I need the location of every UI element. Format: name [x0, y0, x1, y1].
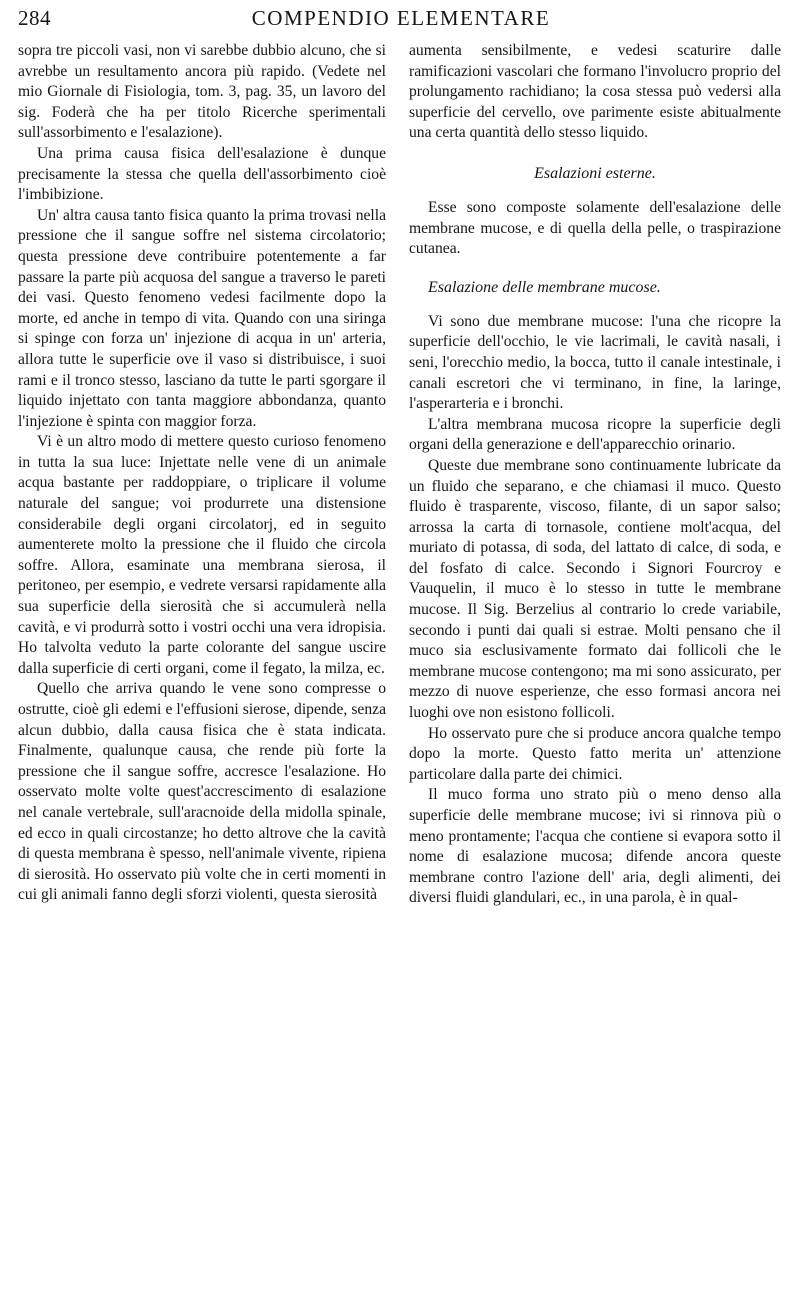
paragraph: Queste due membrane sono continuamente lubricate da un fluido che separano, e che chiamasi il muco. Questo fluido è trasparente, viscoso, filante, di un sapor salso; arrossa la carta di tornasole, contiene molt'acqua, del muriato di potassa, di soda, del lattato di calce, di soda, e del fosfato di calce. Secondo i Signori Fourcroy e Vauquelin, il muco è lo stesso in tutte le membrane mucose. Il Sig. Berzelius al contrario lo crede variabile, secondo i punti dai quali si estrae. Molti pensano che il muco sia esclusivamente formato dai follicoli che le membrane mucose contengono; ma mi sono assicurato, per mezzo di nuove esperienze, che esso formasi ancora nei luoghi ove non esistono follicoli. — [409, 456, 781, 722]
paragraph: Il muco forma uno strato più o meno denso alla superficie delle membrane mucose; ivi si rinnova più o meno prontamente; l'acqua che contiene si evapora sotto il nome di esalazione mucosa; difende ancora queste membrane contro l'azione dell' aria, degli alimenti, dei diversi fluidi glandulari, ec., in una parola, è in qual- — [409, 786, 781, 907]
paragraph: Quello che arriva quando le vene sono compresse o ostrutte, cioè gli edemi e l'effusioni sierose, dipende, senza alcun dubbio, dalla causa fisica che è stata indicata. Finalmente, qualunque causa, che rende più forte la pressione che il sangue soffre, accresce l'esalazione. Ho osservato molte volte quest'accrescimento di esalazione nel canale vertebrale, sull'aracnoide della midolla spinale, ed ecco in quali circostanze; ho detto altrove che la cavità di questa membrana è spesso, nell'animale vivente, ripiena di sierosità. Ho osservato più volte che in certi momenti in cui gli animali fanno degli sforzi violenti, questa sierosità — [18, 680, 386, 904]
paragraph: Esse sono composte solamente dell'esalazione delle membrane mucose, e di quella della pelle, o traspirazione cutanea. — [409, 198, 781, 258]
paragraph: Ho osservato pure che si produce ancora qualche tempo dopo la morte. Questo fatto merita un' attenzione particolare dalla parte dei chimici. — [409, 724, 781, 783]
running-title: COMPENDIO ELEMENTARE — [251, 6, 551, 30]
page-header — [18, 6, 784, 36]
paragraph: Una prima causa fisica dell'esalazione è dunque precisamente la stessa che quella dell'assorbimento cioè l'imbibizione. — [18, 144, 386, 204]
paragraph: sopra tre piccoli vasi, non vi sarebbe dubbio alcuno, che si avrebbe un resultamento ancora più rapido. (Vedete nel mio Giornale di Fisiologia, tom. 3, pag. 35, un lavoro del sig. Foderà che ha per titolo Ricerche sperimentali sull'assorbimento e l'esalazione). — [18, 42, 386, 142]
section-heading-external-exhalations: Esalazioni esterne. — [534, 164, 656, 182]
paragraph: aumenta sensibilmente, e vedesi scaturire dalle ramificazioni vascolari che formano l'involucro proprio del prolungamento rachidiano; la cosa stessa può vedersi alla superficie del cervello, ove parimente esiste abitualmente una certa quantità dello stesso liquido. — [409, 42, 781, 142]
section-heading-mucous-membranes: Esalazione delle membrane mucose. — [428, 278, 661, 296]
left-column — [18, 41, 386, 906]
paragraph: Vi sono due membrane mucose: l'una che ricopre la superficie dell'occhio, le vie lacrimali, le cavità nasali, i seni, l'orecchio medio, la bocca, tutto il canale intestinale, i canali escretori che vi terminano, in fine, la laringe, l'asperarteria e i bronchi. — [409, 312, 781, 413]
right-column — [409, 41, 781, 909]
page-number: 284 — [18, 6, 51, 30]
paragraph: L'altra membrana mucosa ricopre la superficie degli organi della generazione e dell'apparecchio orinario. — [409, 415, 781, 454]
paragraph: Vi è un altro modo di mettere questo curioso fenomeno in tutta la sua luce: Injettate nelle vene di un animale acqua bastante per raddoppiare, o triplicare il volume naturale del sangue; voi produrrete una distensione considerabile degli organi circolatorj, ed in seguito aumenterete molto la pressione che il fluido che circola soffre. Allora, esaminate una membrana sierosa, il peritoneo, per esempio, e vedrete versarsi rapidamente alla sua superficie della sierosità che si accumulerà nella cavità, e vi produrrà sotto i vostri occhi una vera idropisia. Ho talvolta veduto la parte colorante del sangue uscire dalla superficie di certi organi, come il fegato, la milza, ec. — [18, 433, 386, 677]
paragraph: Un' altra causa tanto fisica quanto la prima trovasi nella pressione che il sangue soffre nel sistema circolatorio; questa pressione deve contribuire potentemente a far passare la parte più acquosa del sangue a traverso le pareti dei vasi. Questo fenomeno vedesi facilmente dopo la morte, ed anche in tempo di vita. Quando con una siringa si spinge con forza un' injezione di acqua in un' arteria, allora tutte le superficie ove il vaso si distribuisce, i suoi rami e il tronco stesso, lasciano da tutte le parti sgorgare il liquido injettato con tanta maggiore abbondanza, quanto l'injezione è spinta con maggior forza. — [18, 206, 386, 430]
